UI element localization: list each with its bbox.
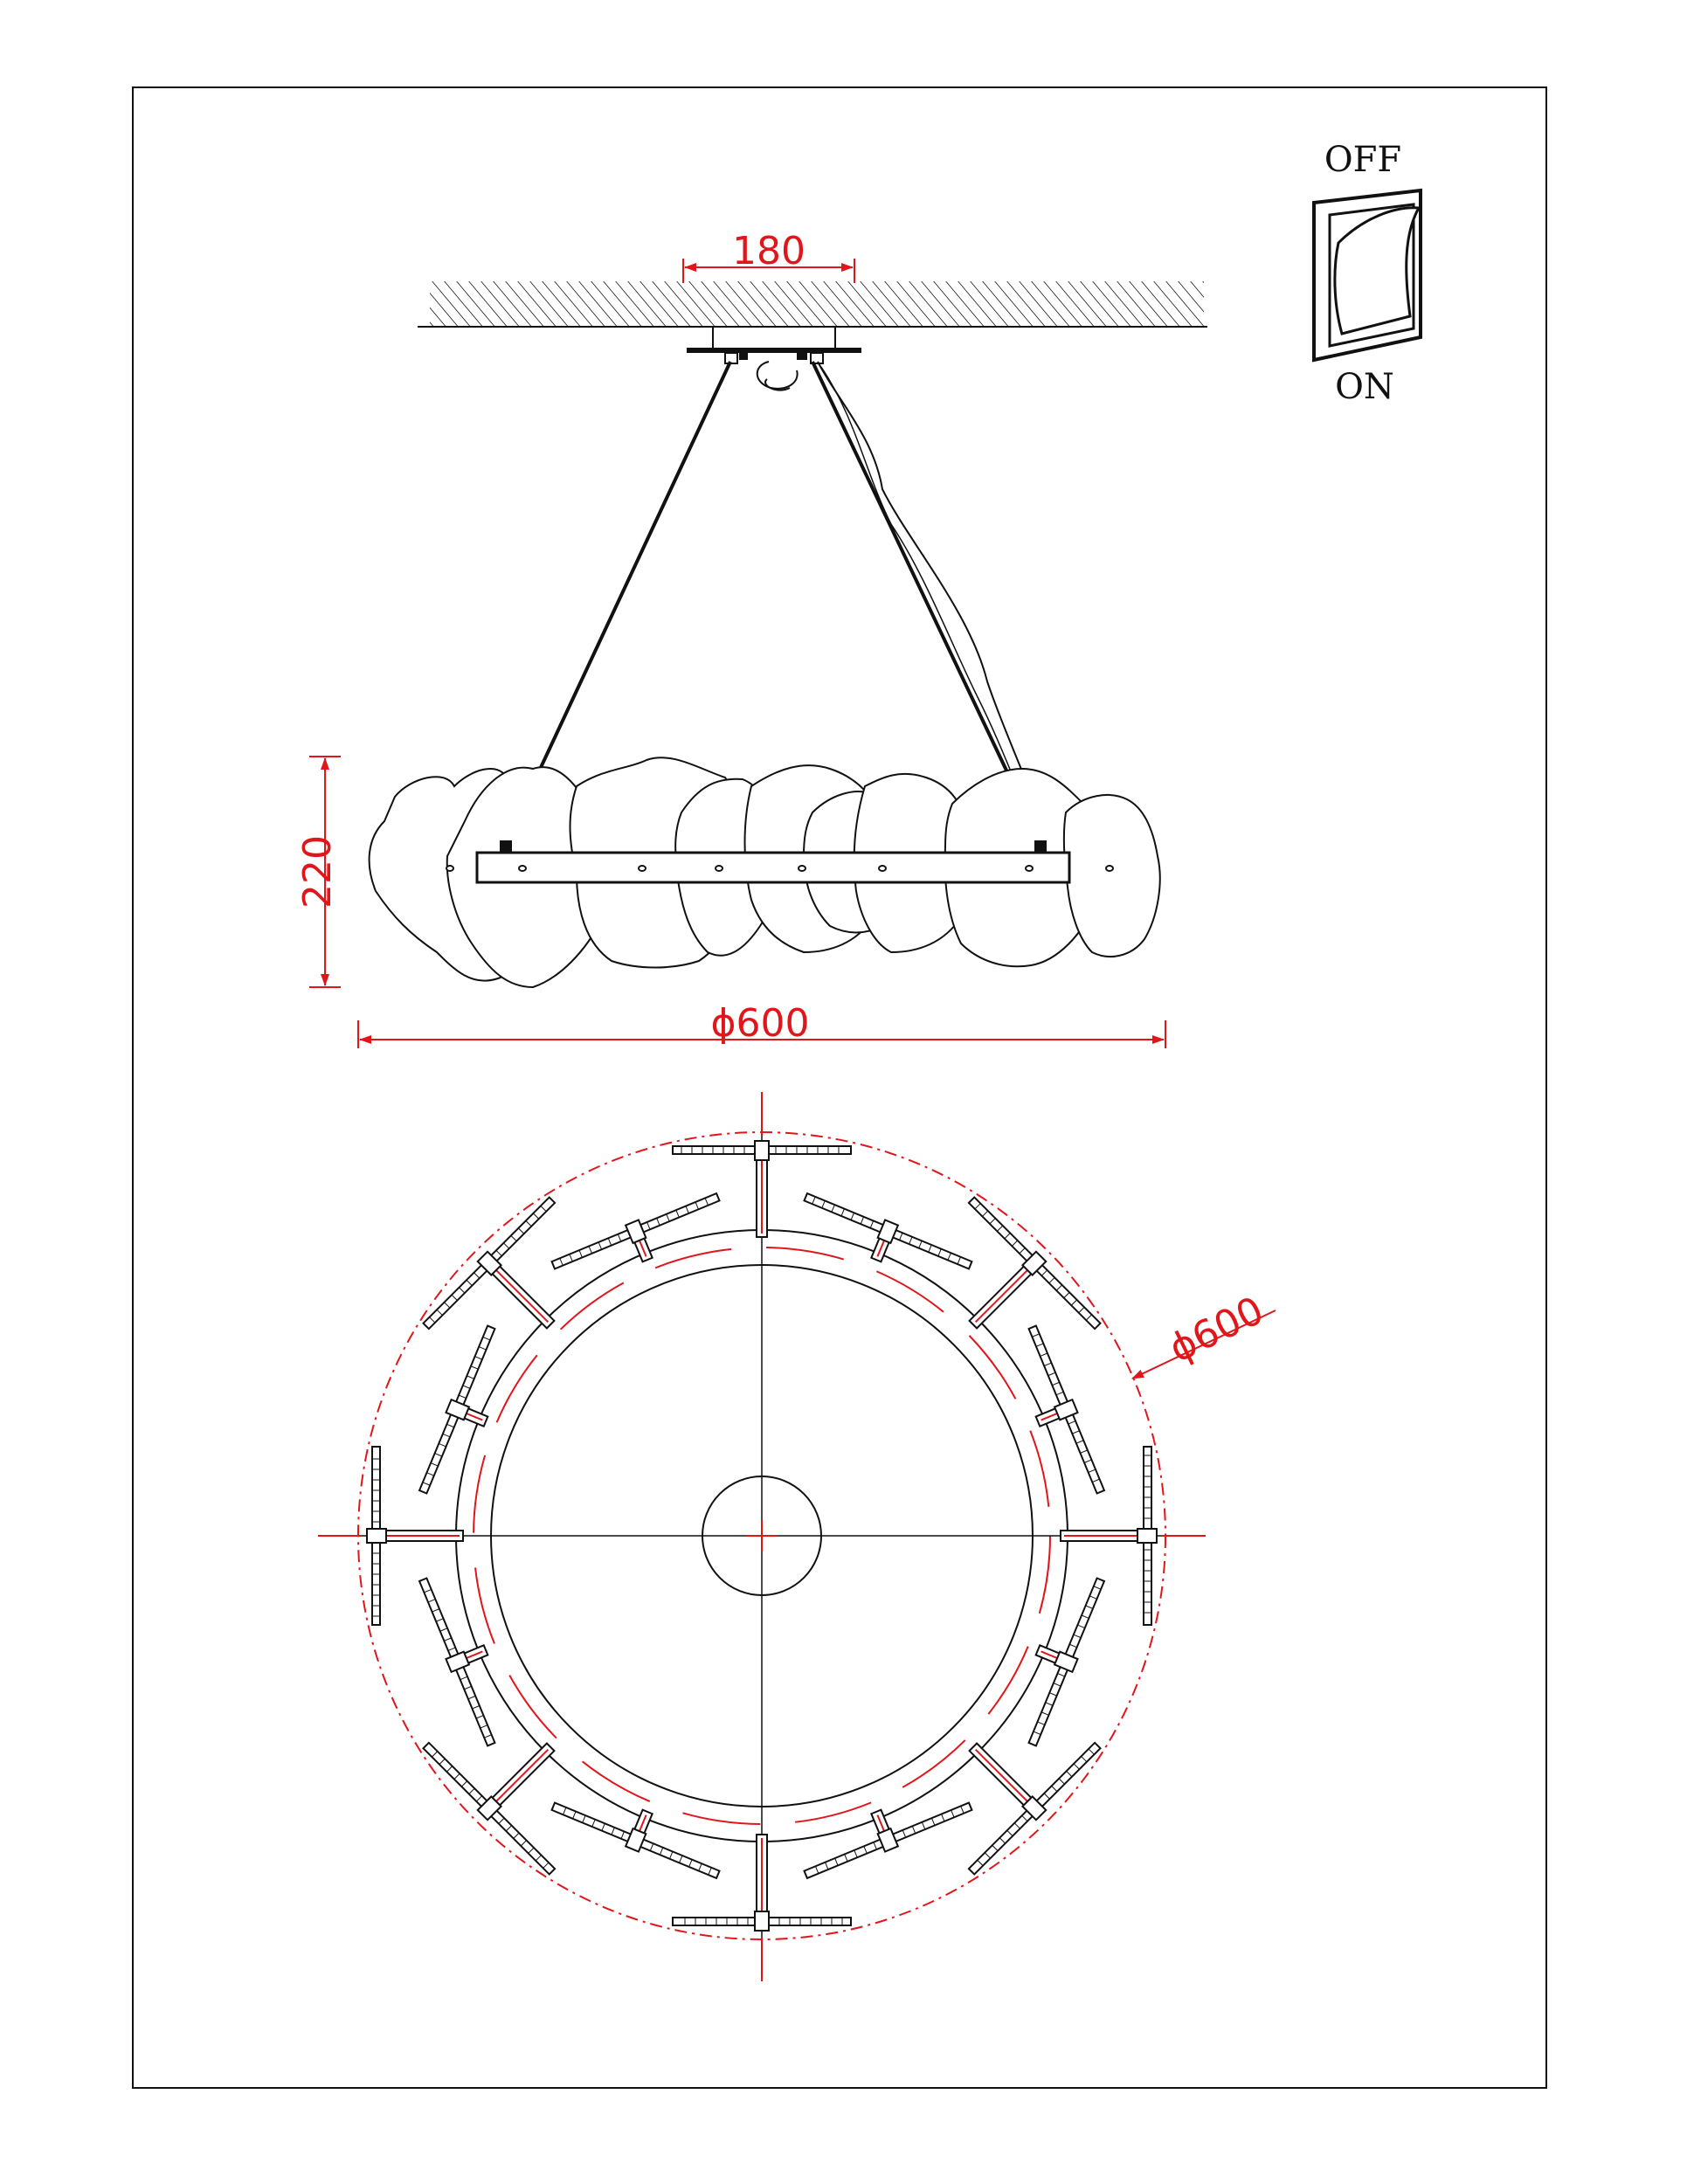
crystal-arm [550,1189,729,1295]
crystal-arm [550,1778,729,1883]
crystal-arm [367,1447,463,1625]
crystal-arm [1004,1568,1110,1748]
ceiling-hatch [430,281,1204,327]
crystal-arm [415,1568,521,1748]
suspension-cable-right [812,362,1040,840]
crystal-arm [415,1324,521,1503]
crystal-arm [794,1189,974,1295]
crystal-arm [794,1778,974,1883]
crystal-arm [910,1684,1104,1878]
crystal-arm [419,1193,613,1387]
crystal-arm [673,1141,851,1237]
canopy [687,327,861,390]
side-diameter-label: ϕ600 [710,1001,810,1046]
top-diameter-label: ϕ600 [1162,1288,1271,1372]
dimension-height [295,757,341,987]
switch-on-label: ON [1335,367,1394,407]
switch-icon [1314,140,1421,407]
top-view [318,1092,1276,1981]
dimension-side-diameter [358,1001,1165,1048]
crystal-arm [419,1684,613,1878]
switch-off-label: OFF [1324,140,1402,180]
crystal-arm [673,1835,851,1931]
side-view [295,229,1207,1048]
dimension-canopy-width [683,229,854,283]
dimension-top-diameter [1132,1289,1276,1379]
crystal-arm [1004,1324,1110,1503]
canopy-width-label: 180 [732,229,805,273]
crystal-arm [1061,1447,1157,1625]
crystal-arm [910,1193,1104,1387]
height-label: 220 [295,835,340,909]
